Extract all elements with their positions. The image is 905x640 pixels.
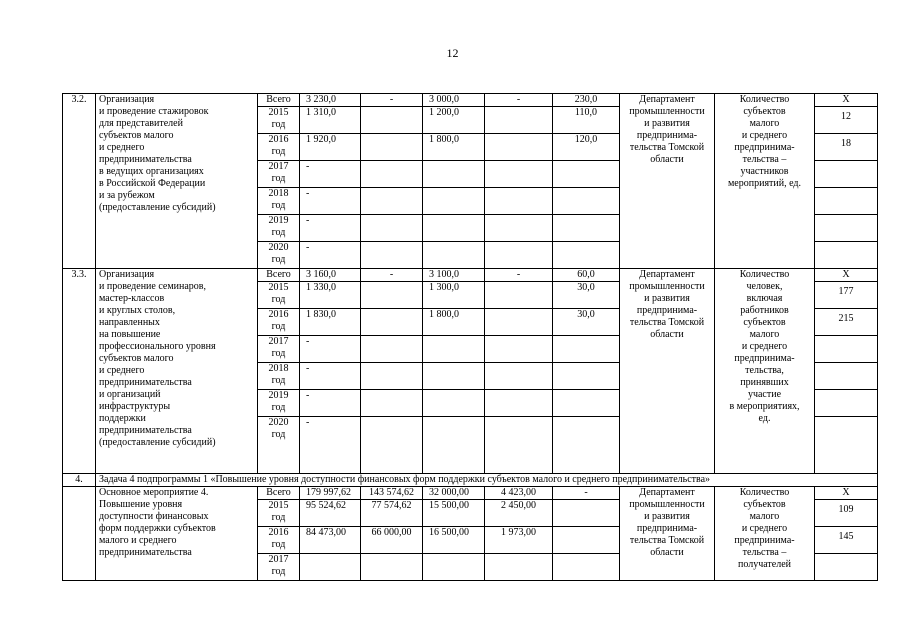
- funding-federal: [361, 107, 423, 134]
- indicator-value: 145: [815, 527, 878, 554]
- page-number: 12: [446, 46, 459, 60]
- funding-local: [485, 309, 553, 336]
- funding-total: -: [300, 161, 361, 188]
- funding-local: [485, 390, 553, 417]
- funding-regional: 16 500,00: [423, 527, 485, 554]
- funding-local: [485, 554, 553, 581]
- funding-total: -: [300, 417, 361, 474]
- funding-total: -: [300, 215, 361, 242]
- funding-total: -: [300, 336, 361, 363]
- period-label: 2016 год: [258, 134, 300, 161]
- indicator-value: [815, 215, 878, 242]
- indicator-value: Х: [815, 269, 878, 282]
- period-label: 2018 год: [258, 188, 300, 215]
- activity-name: Организация и проведение семинаров, мастер-классов и круглых столов, направленных на повышение профессионального уровня субъектов малого и среднего предпринимательства и организаций инфраструктуры поддержки предпринимательства (предоставление субсидий): [96, 269, 258, 474]
- funding-regional: 15 500,00: [423, 500, 485, 527]
- funding-federal: -: [361, 94, 423, 107]
- funding-regional: 3 000,0: [423, 94, 485, 107]
- funding-federal: 77 574,62: [361, 500, 423, 527]
- funding-federal: [361, 161, 423, 188]
- funding-other: -: [553, 487, 620, 500]
- funding-total: 95 524,62: [300, 500, 361, 527]
- funding-local: 4 423,00: [485, 487, 553, 500]
- funding-local: [485, 336, 553, 363]
- table-row: [63, 269, 878, 282]
- funding-other: 30,0: [553, 309, 620, 336]
- indicator-value: [815, 161, 878, 188]
- period-label: 2020 год: [258, 242, 300, 269]
- activity-name: Организация и проведение стажировок для представителей субъектов малого и среднего предпринимательства в ведущих организациях в Российской Федерации и за рубежом (предоставление субсидий): [96, 94, 258, 269]
- period-label: 2017 год: [258, 161, 300, 188]
- funding-local: [485, 282, 553, 309]
- funding-federal: [361, 215, 423, 242]
- funding-local: [485, 363, 553, 390]
- executor: Департамент промышленности и развития предпринима- тельства Томской области: [620, 487, 715, 581]
- funding-total: 1 920,0: [300, 134, 361, 161]
- funding-regional: 1 800,0: [423, 134, 485, 161]
- funding-regional: [423, 363, 485, 390]
- indicator-name: Количество субъектов малого и среднего предпринима- тельства – участников мероприятий, ед.: [715, 94, 815, 269]
- indicator-value: 12: [815, 107, 878, 134]
- funding-regional: [423, 554, 485, 581]
- funding-local: 2 450,00: [485, 500, 553, 527]
- funding-federal: 66 000,00: [361, 527, 423, 554]
- row-number: 3.3.: [63, 269, 96, 474]
- funding-other: 60,0: [553, 269, 620, 282]
- funding-regional: [423, 215, 485, 242]
- funding-total: -: [300, 242, 361, 269]
- funding-regional: 1 800,0: [423, 309, 485, 336]
- funding-federal: [361, 134, 423, 161]
- funding-local: [485, 242, 553, 269]
- program-table: [62, 93, 878, 581]
- indicator-value: 18: [815, 134, 878, 161]
- indicator-value: Х: [815, 94, 878, 107]
- funding-total: [300, 554, 361, 581]
- period-label: 2016 год: [258, 309, 300, 336]
- funding-other: [553, 390, 620, 417]
- funding-regional: [423, 390, 485, 417]
- funding-local: [485, 188, 553, 215]
- funding-total: -: [300, 188, 361, 215]
- funding-total: 179 997,62: [300, 487, 361, 500]
- period-label: 2017 год: [258, 336, 300, 363]
- funding-regional: [423, 242, 485, 269]
- funding-other: 230,0: [553, 94, 620, 107]
- funding-local: 1 973,00: [485, 527, 553, 554]
- indicator-value: [815, 363, 878, 390]
- funding-regional: 1 200,0: [423, 107, 485, 134]
- funding-local: [485, 161, 553, 188]
- funding-other: [553, 554, 620, 581]
- funding-other: [553, 417, 620, 474]
- period-label: 2016 год: [258, 527, 300, 554]
- funding-total: -: [300, 363, 361, 390]
- period-label: 2020 год: [258, 417, 300, 474]
- indicator-value: [815, 336, 878, 363]
- funding-total: 3 160,0: [300, 269, 361, 282]
- period-label: 2015 год: [258, 500, 300, 527]
- funding-other: [553, 500, 620, 527]
- funding-regional: 32 000,00: [423, 487, 485, 500]
- period-label: 2015 год: [258, 107, 300, 134]
- funding-total: 1 330,0: [300, 282, 361, 309]
- period-label: 2019 год: [258, 215, 300, 242]
- indicator-value: 177: [815, 282, 878, 309]
- funding-federal: [361, 309, 423, 336]
- funding-regional: [423, 417, 485, 474]
- row-number: 3.2.: [63, 94, 96, 269]
- funding-local: [485, 107, 553, 134]
- period-label: 2019 год: [258, 390, 300, 417]
- funding-other: 120,0: [553, 134, 620, 161]
- funding-federal: 143 574,62: [361, 487, 423, 500]
- activity-name: Основное мероприятие 4. Повышение уровня доступности финансовых форм поддержки субъектов малого и среднего предпринимательства: [96, 487, 258, 581]
- funding-other: 30,0: [553, 282, 620, 309]
- funding-local: -: [485, 94, 553, 107]
- funding-federal: -: [361, 269, 423, 282]
- indicator-value: 109: [815, 500, 878, 527]
- executor: Департамент промышленности и развития предпринима- тельства Томской области: [620, 94, 715, 269]
- funding-federal: [361, 363, 423, 390]
- funding-total: 1 830,0: [300, 309, 361, 336]
- funding-local: [485, 134, 553, 161]
- indicator-value: [815, 417, 878, 474]
- funding-regional: 3 100,0: [423, 269, 485, 282]
- funding-local: [485, 215, 553, 242]
- indicator-value: [815, 188, 878, 215]
- funding-federal: [361, 336, 423, 363]
- funding-federal: [361, 554, 423, 581]
- period-label: 2017 год: [258, 554, 300, 581]
- executor: Департамент промышленности и развития предпринима- тельства Томской области: [620, 269, 715, 474]
- funding-other: [553, 527, 620, 554]
- funding-other: [553, 215, 620, 242]
- funding-regional: [423, 336, 485, 363]
- indicator-value: [815, 390, 878, 417]
- indicator-value: 215: [815, 309, 878, 336]
- funding-other: [553, 188, 620, 215]
- row-number: [63, 487, 96, 581]
- funding-other: [553, 242, 620, 269]
- funding-total: 3 230,0: [300, 94, 361, 107]
- task-row: [63, 474, 878, 487]
- period-label: Всего: [258, 269, 300, 282]
- funding-local: -: [485, 269, 553, 282]
- period-label: 2018 год: [258, 363, 300, 390]
- funding-other: [553, 336, 620, 363]
- task-title: Задача 4 подпрограммы 1 «Повышение уровня доступности финансовых форм поддержки субъектов малого и среднего предпринимательства»: [96, 474, 878, 487]
- indicator-value: Х: [815, 487, 878, 500]
- funding-total: 1 310,0: [300, 107, 361, 134]
- funding-federal: [361, 417, 423, 474]
- row-number: 4.: [63, 474, 96, 487]
- funding-total: 84 473,00: [300, 527, 361, 554]
- funding-other: [553, 363, 620, 390]
- funding-federal: [361, 390, 423, 417]
- table-row: [63, 94, 878, 107]
- indicator-value: [815, 242, 878, 269]
- funding-federal: [361, 188, 423, 215]
- funding-regional: 1 300,0: [423, 282, 485, 309]
- funding-other: [553, 161, 620, 188]
- funding-total: -: [300, 390, 361, 417]
- funding-federal: [361, 242, 423, 269]
- period-label: Всего: [258, 487, 300, 500]
- funding-regional: [423, 188, 485, 215]
- indicator-name: Количество человек, включая работников субъектов малого и среднего предпринима- тельства, принявших участие в мероприятиях, ед.: [715, 269, 815, 474]
- funding-other: 110,0: [553, 107, 620, 134]
- table-row: [63, 487, 878, 500]
- funding-regional: [423, 161, 485, 188]
- indicator-name: Количество субъектов малого и среднего предпринима- тельства – получателей: [715, 487, 815, 581]
- period-label: 2015 год: [258, 282, 300, 309]
- indicator-value: [815, 554, 878, 581]
- period-label: Всего: [258, 94, 300, 107]
- funding-local: [485, 417, 553, 474]
- funding-federal: [361, 282, 423, 309]
